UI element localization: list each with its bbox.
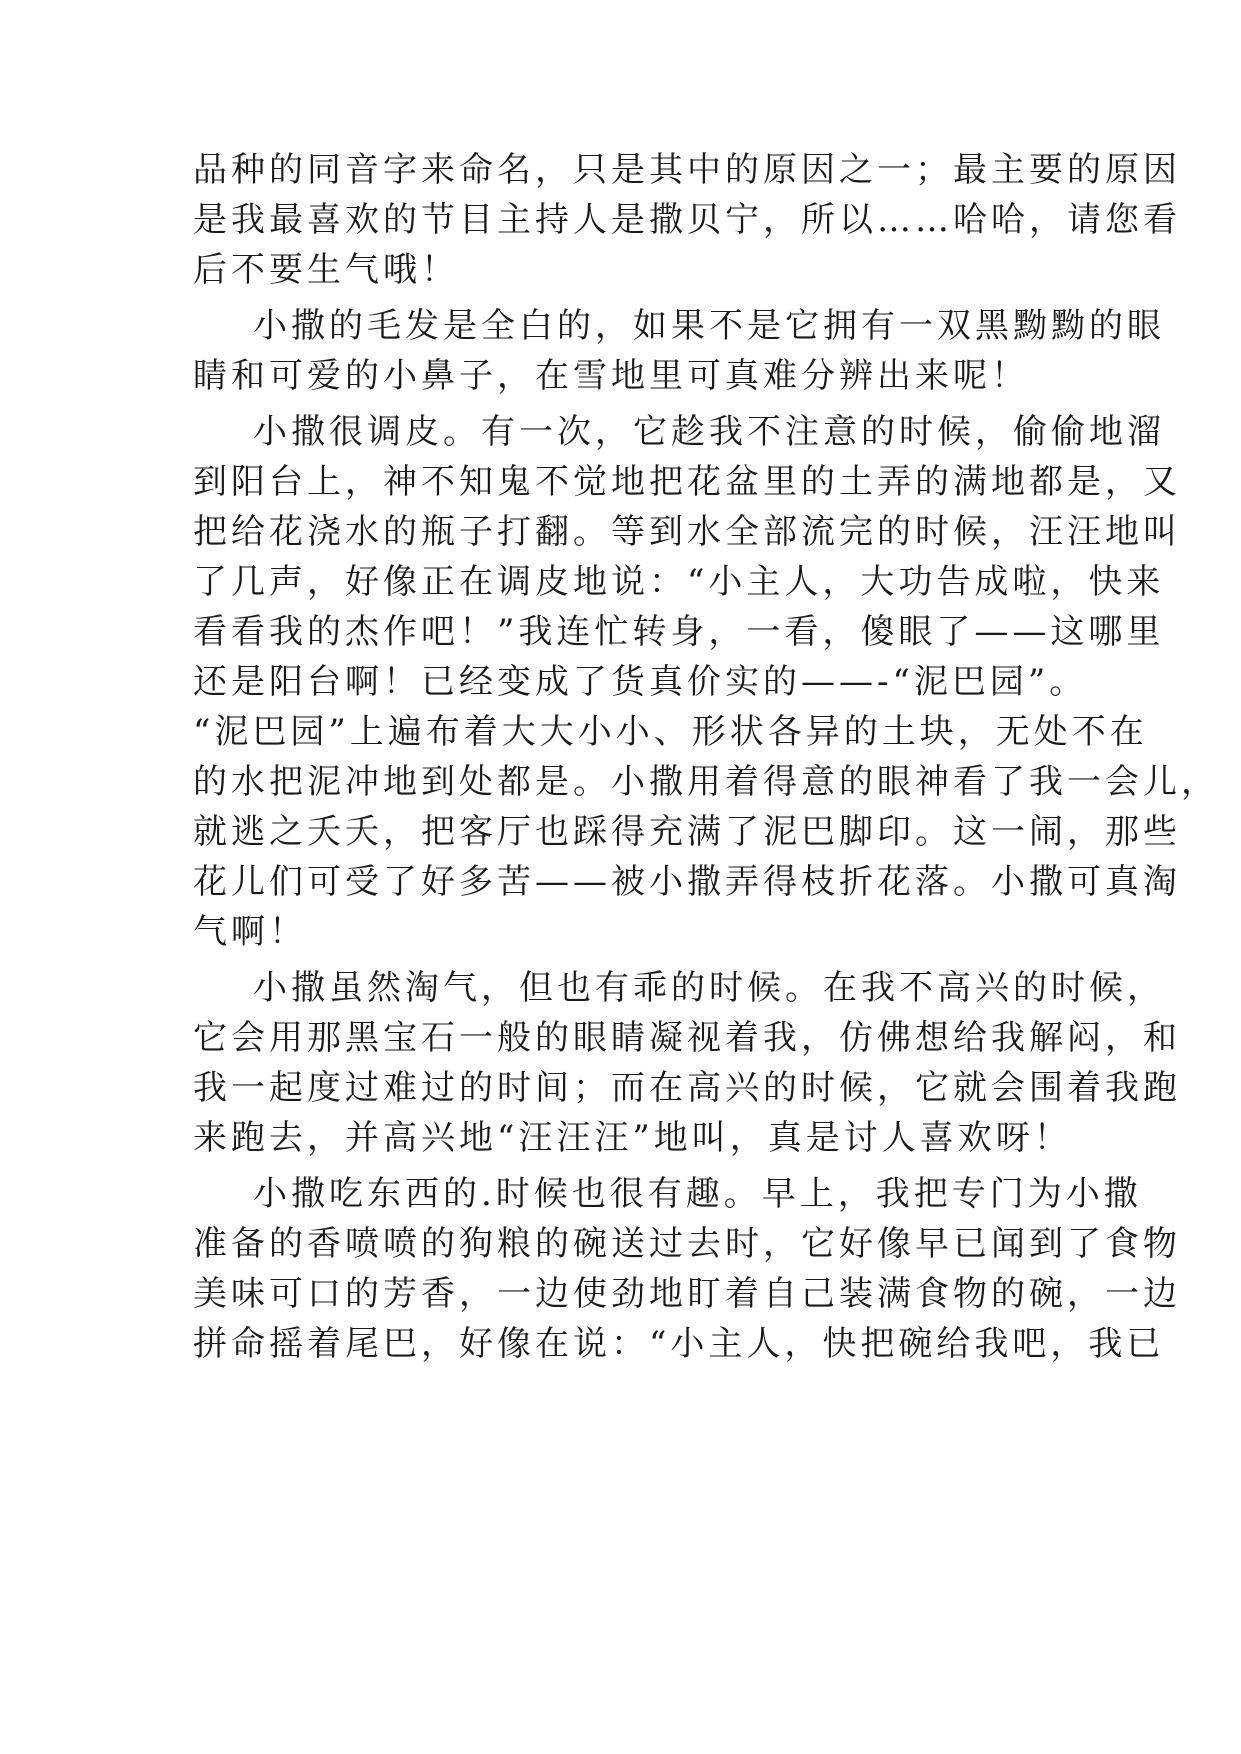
paragraph-first-line: 小撒的毛发是全白的，如果不是它拥有一双黑黝黝的眼	[253, 306, 1165, 346]
text-line: 是我最喜欢的节目主持人是撒贝宁，所以……哈哈，请您看	[193, 200, 1181, 240]
text-line: 气啊！	[193, 912, 307, 952]
text-line: 把给花浇水的瓶子打翻。等到水全部流完的时候，汪汪地叫	[193, 512, 1181, 552]
text-line: 它会用那黑宝石一般的眼睛凝视着我，仿佛想给我解闷，和	[193, 1018, 1181, 1058]
text-line: 的水把泥冲地到处都是。小撒用着得意的眼神看了我一会儿，	[193, 762, 1219, 802]
text-line: 看看我的杰作吧！”我连忙转身，一看，傻眼了——这哪里	[193, 612, 1165, 652]
paragraph-first-line: 小撒很调皮。有一次，它趁我不注意的时候，偷偷地溜	[253, 412, 1165, 452]
text-line: 后不要生气哦！	[193, 250, 459, 290]
paragraph-first-line: 小撒虽然淘气，但也有乖的时候。在我不高兴的时候，	[253, 968, 1165, 1008]
text-line: 来跑去，并高兴地“汪汪汪”地叫，真是讨人喜欢呀！	[193, 1118, 1072, 1158]
text-line: 了几声，好像正在调皮地说：“小主人，大功告成啦，快来	[193, 562, 1165, 602]
text-line: 还是阳台啊！已经变成了货真价实的——-“泥巴园”。	[193, 662, 1088, 702]
text-line: 到阳台上，神不知鬼不觉地把花盆里的土弄的满地都是，又	[193, 462, 1181, 502]
text-line: 花儿们可受了好多苦——被小撒弄得枝折花落。小撒可真淘	[193, 862, 1181, 902]
text-line: 我一起度过难过的时间；而在高兴的时候，它就会围着我跑	[193, 1068, 1181, 1108]
text-line: “泥巴园”上遍布着大大小小、形状各异的土块，无处不在	[193, 712, 1148, 752]
text-line: 品种的同音字来命名，只是其中的原因之一；最主要的原因	[193, 150, 1181, 190]
text-line: 美味可口的芳香，一边使劲地盯着自己装满食物的碗，一边	[193, 1274, 1181, 1314]
text-line: 睛和可爱的小鼻子，在雪地里可真难分辨出来呢！	[193, 356, 1029, 396]
text-line: 拼命摇着尾巴，好像在说：“小主人，快把碗给我吧，我已	[193, 1324, 1165, 1364]
paragraph-first-line: 小撒吃东西的.时候也很有趣。早上，我把专门为小撒	[253, 1174, 1142, 1214]
text-line: 准备的香喷喷的狗粮的碗送过去时，它好像早已闻到了食物	[193, 1224, 1181, 1264]
text-line: 就逃之夭夭，把客厅也踩得充满了泥巴脚印。这一闹，那些	[193, 812, 1181, 852]
